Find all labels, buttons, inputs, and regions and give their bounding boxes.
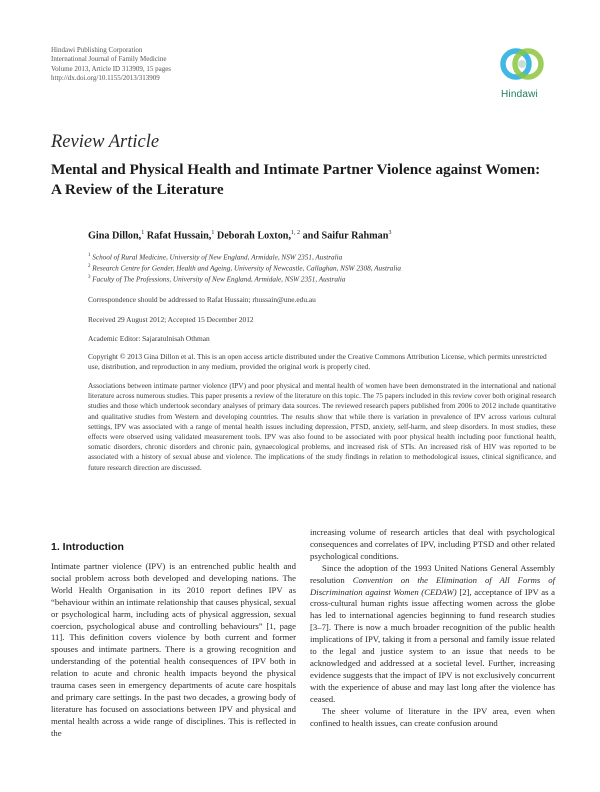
publisher-line: Hindawi Publishing Corporation xyxy=(51,46,143,54)
affiliation-sup: 3 xyxy=(88,275,91,280)
affiliation-sup: 1 xyxy=(88,253,91,258)
body-paragraph: Intimate partner violence (IPV) is an entrenched public health and social problem across both developed and developing nations. The World Health Organisation in its 2010 report defines IPV as “behaviour within an intimate relationship that causes physical, sexual or psychological harm, including acts of physical aggression, sexual coercion, psychological abuse and controlling behaviours” [1, page 11]. This definition covers violence by both current and former spouses and intimate partners. There is a growing recognition and understanding of the potential health consequences of IPV both in relation to acute and chronic health impacts beyond the physical trauma cases seen in emergency departments of acute care hospitals and primary care settings. In the past two decades, a growing body of literature has focused on associations between IPV and physical and mental health across a wide range of disciplines. This is reflected in the xyxy=(51,561,296,738)
hindawi-logo xyxy=(497,40,547,100)
correspondence: Correspondence should be addressed to Rafat Hussain; rhussain@une.edu.au xyxy=(88,295,316,304)
doi-line: http://dx.doi.org/10.1155/2013/313909 xyxy=(51,74,160,83)
author-name: Rafat Hussain, xyxy=(144,230,212,242)
right-column xyxy=(310,527,555,729)
paragraph-text: Since the adoption of the 1993 United Nations General Assembly resolution xyxy=(310,562,555,585)
cedaw-title: Convention on the Elimination of All Forms of Discrimination against Women (CEDAW) xyxy=(310,574,555,597)
academic-editor: Academic Editor: Sajaratulnisah Othman xyxy=(88,334,210,343)
volume-line: Volume 2013, Article ID 313909, 15 pages xyxy=(51,64,172,73)
body-paragraph xyxy=(310,563,555,706)
body-paragraph: The sheer volume of literature in the IPV area, even when confined to health issues, can create confusion around xyxy=(310,705,555,728)
article-type: Review Article xyxy=(51,132,160,152)
received-dates: Received 29 August 2012; Accepted 15 December 2012 xyxy=(88,315,254,324)
hindawi-logo-icon xyxy=(497,40,547,88)
affiliation xyxy=(88,275,346,283)
left-column xyxy=(51,561,296,740)
affiliation-text: School of Rural Medicine, University of New England, Armidale, NSW 2351, Australia xyxy=(90,253,343,262)
hindawi-logo-text: Hindawi xyxy=(501,89,538,100)
affiliation-text: Faculty of The Professions, University of New England, Armidale, NSW 2351, Australia xyxy=(90,275,346,284)
author-sup: 1, 2 xyxy=(291,230,301,236)
section-heading: 1. Introduction xyxy=(51,541,124,553)
copyright-notice: Copyright © 2013 Gina Dillon et al. This is an open access article distributed under the Creative Commons Attribution License, which permits unrestricted use, distribution, and reproduction in any medium, provided the original work is properly cited. xyxy=(88,352,547,371)
affiliation-text: Research Centre for Gender, Health and Ageing, University of Newcastle, Callaghan, NSW 2308, Australia xyxy=(90,264,401,273)
affiliation xyxy=(88,264,401,272)
author-name: Gina Dillon, xyxy=(88,230,142,242)
author-name: Deborah Loxton, xyxy=(214,230,292,242)
article-title: Mental and Physical Health and Intimate Partner Violence against Women: A Review of the Literature xyxy=(51,161,541,198)
author-sup: 1 xyxy=(141,230,145,236)
paragraph-text: [2], acceptance of IPV as a cross-cultural human rights issue affecting women across the globe has led to international agencies beginning to fund research studies [3–7]. There is now a much broader recognition of the public health implications of IPV, taking it from a personal and family issue related to the legal and justice system to an issue that needs to be acknowledged and addressed at a societal level. Further, increasing evidence suggests that the impact of IPV is not exclusively concurrent with the experience of abuse and may last long after the violence has ceased. xyxy=(310,586,555,704)
abstract: Associations between intimate partner violence (IPV) and poor physical and mental health of women have been demonstrated in the international and national literature across numerous studies. This paper presents a review of the literature on this topic. The 75 papers included in this review cover both original research studies and those which undertook secondary analyses of primary data sources. The reviewed research papers published from 2006 to 2012 include quantitative and qualitative studies from Western and developing countries. The results show that while there is variation in prevalence of IPV across various cultural settings, IPV was associated with a range of mental health issues including depression, PTSD, anxiety, self-harm, and sleep disorders. In most studies, these effects were observed using validated measurement tools. IPV was also found to be associated with poor physical health including poor functional health, somatic disorders, chronic disorders and chronic pain, gynaecological problems, and increased risk of STIs. An increased risk of HIV was reported to be associated with a history of sexual abuse and violence. The implications of the study findings in relation to methodological issues, clinical significance, and future research direction are discussed. xyxy=(88,381,556,472)
affiliation xyxy=(88,253,342,261)
author-sup: 3 xyxy=(388,230,392,236)
author-sup: 1 xyxy=(211,230,215,236)
journal-name-line: International Journal of Family Medicine xyxy=(51,55,167,64)
journal-header xyxy=(51,46,171,84)
body-paragraph: increasing volume of research articles that deal with psychological consequences and correlates of IPV, including PTSD and other related psychological conditions. xyxy=(310,527,555,561)
author-list xyxy=(88,230,391,241)
affiliation-sup: 2 xyxy=(88,264,91,269)
author-name: and Saifur Rahman xyxy=(300,230,389,242)
